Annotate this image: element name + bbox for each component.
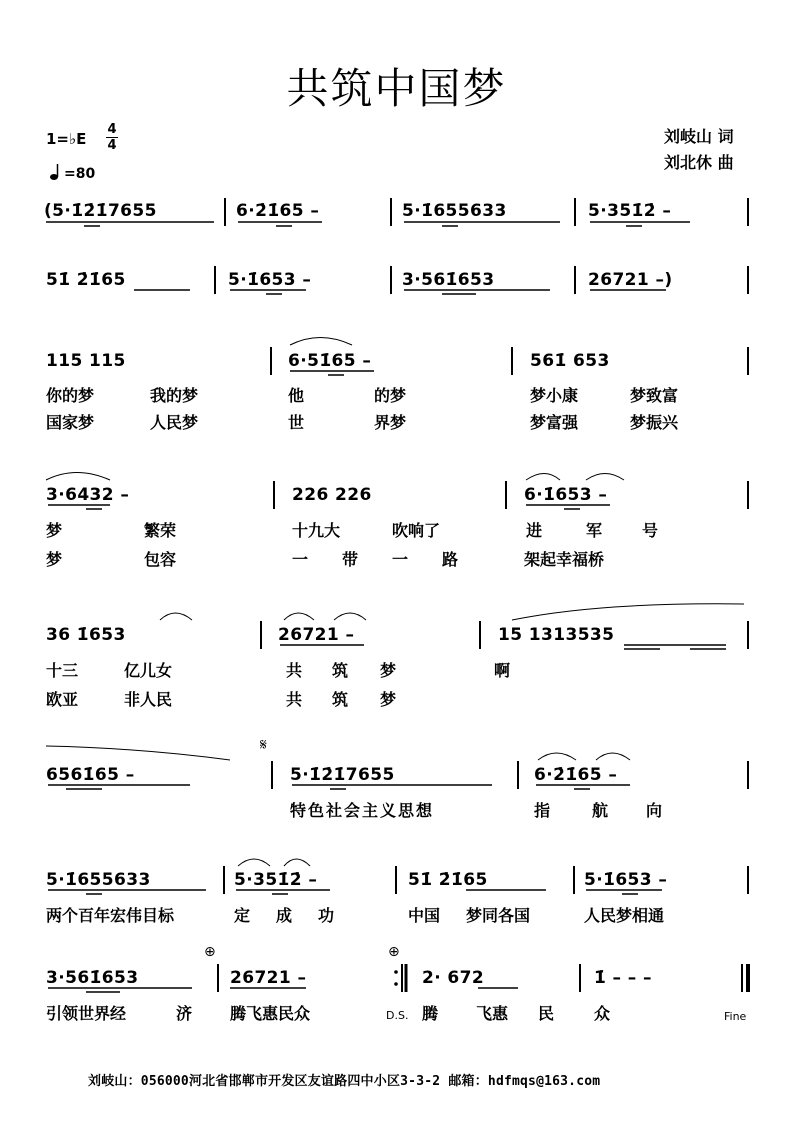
key-signature: 1=♭E (46, 130, 87, 148)
system-4-measure-2: 226 226 (292, 485, 372, 505)
lyric-5-1-c: 共 (286, 661, 303, 680)
lyric-5-1-e: 梦 (380, 661, 397, 680)
lyric-4-2-g: 架起幸福桥 (524, 550, 605, 569)
lyric-6-1-a: 特色社会主义思想 (290, 801, 435, 820)
system-5-measure-1: 36 1̇653 (46, 625, 126, 645)
lyric-4-2-d: 带 (342, 550, 359, 569)
lyric-5-1-b: 亿儿女 (124, 661, 173, 680)
ds-marking: D.S. (386, 1009, 409, 1022)
system-8-measure-1: 3·561̇653 (46, 968, 139, 988)
system-5-measure-3: 15 1313535 (498, 625, 615, 645)
system-2-measure-2: 5·1̇653 – (228, 270, 312, 290)
coda-sign-1: ⊕ (204, 944, 216, 960)
system-3-measure-1: 115 115 (46, 351, 126, 371)
lyric-3-1-e: 梦小康 (530, 386, 579, 405)
lyric-8-1-a: 引领世界经 (46, 1004, 127, 1023)
system-8-measure-2: 26721 – (230, 968, 307, 988)
lyric-8-1-e: 飞惠 (476, 1004, 509, 1023)
lyric-3-1-b: 我的梦 (150, 386, 199, 405)
system-1-measure-2: 6·2̇1̇65 – (236, 201, 320, 221)
lyric-3-1-a: 你的梦 (46, 386, 95, 405)
lyric-3-1-d: 的梦 (374, 386, 407, 405)
system-1-measure-1: (5·1̇2̇1̇7655 (44, 201, 157, 221)
lyric-7-1-b: 定 (234, 906, 251, 925)
lyric-4-2-c: 一 (292, 550, 309, 569)
lyric-4-1-c: 十九大 (292, 521, 341, 540)
system-2-measure-4: 26721 –) (588, 270, 673, 290)
lyric-3-2-d: 界梦 (374, 413, 407, 432)
lyric-5-2-b: 非人民 (124, 690, 173, 709)
composer-credit: 刘北休 曲 (664, 153, 734, 172)
lyric-3-2-c: 世 (288, 413, 305, 432)
lyric-5-2-a: 欧亚 (46, 690, 79, 709)
lyric-3-2-a: 国家梦 (46, 413, 95, 432)
lyric-7-1-g: 人民梦相通 (584, 906, 665, 925)
lyric-3-2-f: 梦振兴 (630, 413, 679, 432)
lyric-7-1-f: 梦同各国 (466, 906, 531, 925)
lyric-4-1-b: 繁荣 (144, 521, 177, 540)
lyric-5-1-a: 十三 (46, 661, 79, 680)
system-7-measure-2: 5·351̇2̇ – (234, 870, 318, 890)
lyric-4-1-g: 号 (642, 521, 659, 540)
lyric-7-1-a: 两个百年宏伟目标 (46, 906, 175, 925)
system-6-measure-3: 6·2̇1̇65 – (534, 765, 618, 785)
coda-sign-2: ⊕ (388, 944, 400, 960)
lyric-5-2-e: 梦 (380, 690, 397, 709)
system-3-measure-2: 6·51̇65 – (288, 351, 372, 371)
system-4-measure-3: 6·1̇653 – (524, 485, 608, 505)
system-3-measure-3: 561̇ 653 (530, 351, 610, 371)
lyric-5-2-c: 共 (286, 690, 303, 709)
lyric-3-2-e: 梦富强 (530, 413, 579, 432)
slurs (46, 338, 744, 867)
lyricist-credit: 刘岐山 词 (664, 127, 734, 146)
system-8-measure-3: 2· 672 (422, 968, 485, 988)
lyric-4-1-e: 进 (526, 521, 543, 540)
beams (46, 222, 726, 992)
lyric-4-2-e: 一 (392, 550, 409, 569)
lyric-5-1-f: 啊 (494, 661, 511, 680)
lyric-7-1-e: 中国 (408, 906, 441, 925)
system-4-measure-1: 3·6432 – (46, 485, 130, 505)
system-7-measure-1: 5·1̇655633 (46, 870, 151, 890)
lyric-3-1-c: 他 (288, 386, 305, 405)
lyric-4-2-a: 梦 (46, 550, 63, 569)
lyric-4-1-f: 军 (586, 521, 603, 540)
lyric-6-1-d: 向 (646, 801, 663, 820)
segno-sign: 𝄋 (260, 735, 267, 754)
lyric-4-1-d: 吹响了 (392, 521, 441, 540)
lyric-8-1-d: 腾 (422, 1004, 439, 1023)
system-2-measure-3: 3·561̇653 (402, 270, 495, 290)
time-signature-top: 4 (107, 122, 117, 137)
lyric-8-1-f: 民 (538, 1004, 555, 1023)
system-2-measure-1: 51̇ 2̇1̇65 (46, 270, 126, 290)
system-7-measure-4: 5·1̇653 – (584, 870, 668, 890)
fine-marking: Fine (724, 1010, 747, 1023)
lyric-8-1-g: 众 (594, 1004, 611, 1023)
lyric-4-1-a: 梦 (46, 521, 63, 540)
lyric-5-1-d: 筑 (332, 661, 349, 680)
system-6-measure-2: 5·1̇2̇1̇7655 (290, 765, 395, 785)
system-1-measure-4: 5·351̇2̇ – (588, 201, 672, 221)
repeat-dot (394, 982, 398, 986)
lyric-6-1-b: 指 (534, 801, 551, 820)
song-title: 共筑中国梦 (286, 64, 507, 113)
lyric-3-2-b: 人民梦 (150, 413, 199, 432)
system-6-measure-1: 6561̇65 – (46, 765, 135, 785)
lyric-3-1-f: 梦致富 (630, 386, 679, 405)
lyric-6-1-c: 航 (592, 801, 609, 820)
system-1-measure-3: 5·1̇655633 (402, 201, 507, 221)
system-7-measure-3: 51̇ 2̇1̇65 (408, 870, 488, 890)
system-8-measure-4: 1̇ – – – (594, 968, 652, 988)
lyric-5-2-d: 筑 (332, 690, 349, 709)
lyric-7-1-d: 功 (318, 906, 335, 925)
system-5-measure-2: 26721 – (278, 625, 355, 645)
barlines (215, 198, 748, 992)
lyric-4-2-f: 路 (442, 550, 459, 569)
lyric-4-2-b: 包容 (144, 550, 177, 569)
lyric-8-1-c: 腾飞惠民众 (230, 1004, 311, 1023)
lyric-7-1-c: 成 (276, 906, 293, 925)
time-signature-bottom: 4 (107, 138, 117, 153)
footer-contact: 刘岐山：056000河北省邯郸市开发区友谊路四中小区3-3-2 邮箱：hdfmqs@163.com (88, 1074, 601, 1089)
repeat-dot (394, 970, 398, 974)
lyric-8-1-b: 济 (176, 1004, 193, 1023)
tempo-marking: =80 (64, 166, 96, 182)
